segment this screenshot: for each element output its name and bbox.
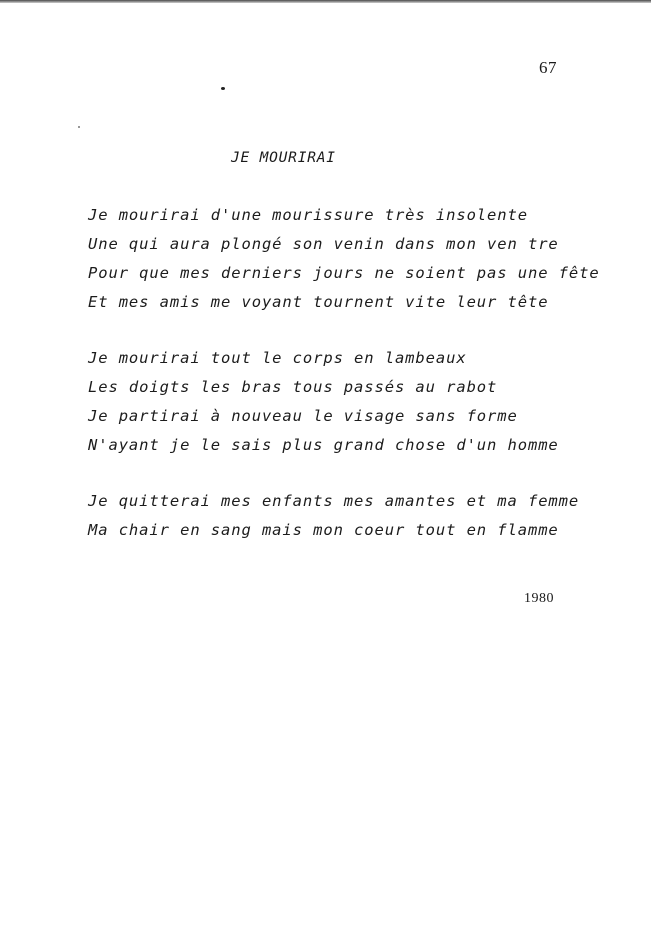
ink-speck	[221, 87, 225, 90]
ink-speck	[78, 126, 80, 128]
poem-line: Pour que mes derniers jours ne soient pas une fête	[88, 264, 600, 282]
poem-line: N'ayant je le sais plus grand chose d'un homme	[88, 436, 559, 454]
poem-line: Je mourirai d'une mourissure très insolente	[88, 206, 528, 224]
stanza-3	[88, 487, 579, 545]
poem-title: JE MOURIRAI	[231, 150, 336, 166]
page-top-edge	[0, 0, 651, 3]
page-number: 67	[539, 58, 557, 77]
poem-line: Je quitterai mes enfants mes amantes et ma femme	[88, 492, 580, 510]
poem-line: Je mourirai tout le corps en lambeaux	[88, 349, 467, 367]
stanza-1	[88, 201, 600, 317]
poem-line: Les doigts les bras tous passés au rabot	[88, 378, 498, 396]
poem-line: Une qui aura plongé son venin dans mon ven tre	[88, 235, 559, 253]
stanza-2	[88, 344, 559, 460]
poem-line: Ma chair en sang mais mon coeur tout en flamme	[88, 521, 559, 539]
poem-line: Je partirai à nouveau le visage sans forme	[88, 407, 518, 425]
poem-line: Et mes amis me voyant tournent vite leur tête	[88, 293, 549, 311]
poem-year: 1980	[524, 591, 554, 606]
